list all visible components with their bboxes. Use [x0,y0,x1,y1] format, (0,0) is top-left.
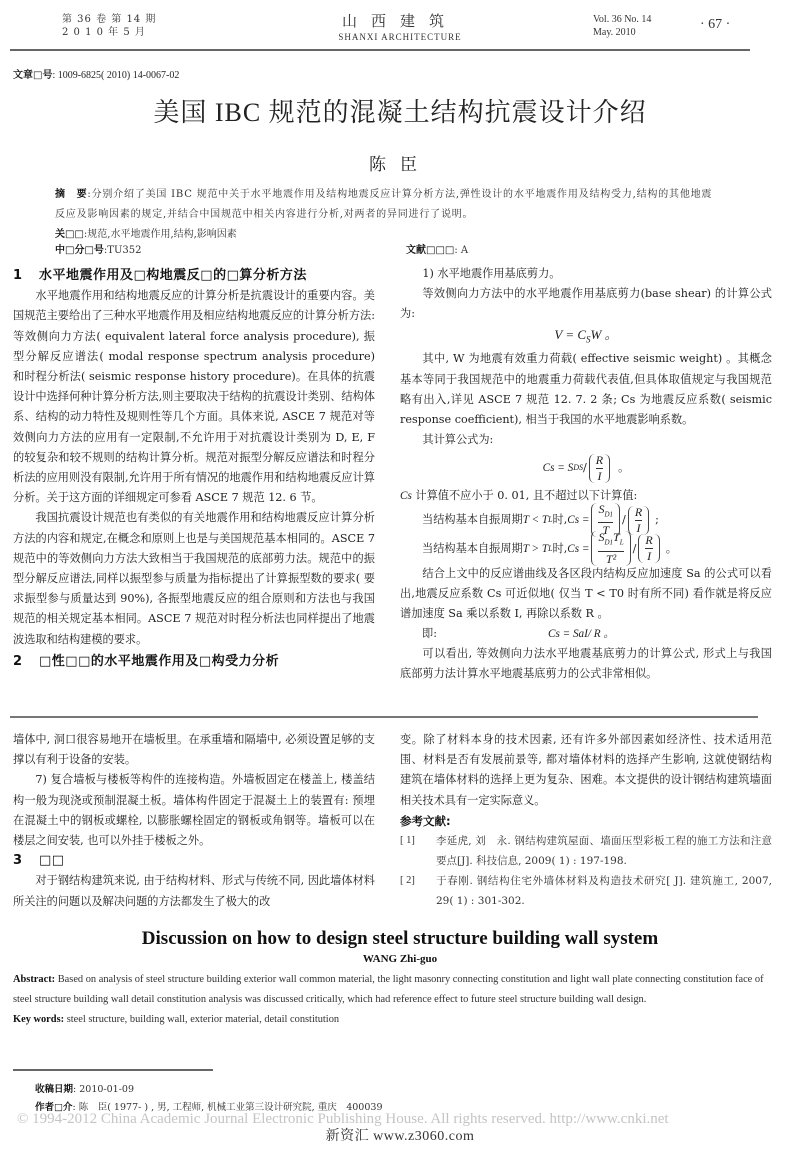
reference-number: [ 2] [400,875,415,887]
right-paragraph-5: 可以看出, 等效侧向力法水平地震基底剪力的计算公式, 形式上与我国底部剪力法计算水平地震基底剪力的公式非常相似。 [400,647,772,681]
right-column-upper [400,264,772,685]
keywords-label: 关□□ [55,229,84,240]
left-column-upper [13,266,375,672]
header-rule [10,49,750,51]
right-column-lower [400,730,772,911]
english-keywords [13,1010,773,1030]
abstract-label: 摘 要 [55,189,88,200]
item-1-heading: 1) 水平地震作用基底剪力。 [422,267,561,280]
reference-text: 李延虎, 刘 永. 钢结构建筑屋面、墙面压型彩板工程的施工方法和注意要点[J]. 科技信息, 2009( 1) : 197-198. [436,835,772,868]
english-author: WANG Zhi-guo [362,953,438,965]
formula-cs-lhs: Cs = S [542,462,574,475]
formula-cs-slash: / [583,461,587,475]
lower-left-paragraph-3: 对于钢结构建筑来说, 由于结构材料、形式与传统不同, 因此墙体材料所关注的问题以及解决问题的方法都发生了极大的改 [13,874,375,908]
left-column-lower [13,730,375,912]
english-title: Discussion on how to design steel structure building wall system [141,928,659,949]
right-paragraph-2: 其中, W 为地震有效重力荷载( effective seismic weight) 。其概念基本等同于我国规范中的地震重力荷载代表值,但具体取值规定与我国规范略有出入,详见 ASCE 7 规范 12. 7. 2 条; Cs 为地震反应系数( seismic response coefficient), 相当于我国的水平地震影响系数。 [400,352,772,427]
paper-author: 陈臣 [369,155,431,175]
formula-base-shear: $V = C_SW$ 。 [554,326,618,345]
fraction-sd1-over-t: $\frac{S_{D1}}{T}$ [591,503,620,537]
bio-label: 作者□介 [35,1102,73,1113]
volume-en: Vol. 36 No. 14 [593,14,652,25]
fraction-r-over-i: $\frac{R}{I}$ [589,454,610,483]
lower-left-paragraph-1: 墙体中, 洞口很容易地开在墙板里。在承重墙和隔墙中, 必须设置足够的支撑以有利于设备的安装。 [13,733,375,767]
formula-cs-simplified: 即: Cs = SaI/ R 。 [422,627,615,641]
section-2-number: 2 [13,653,23,669]
formula-cs: Cs = S DS / $\frac{R}{I}$ 。 [542,452,630,483]
formula-cs-sub: DS [573,463,583,473]
section-2-title: □性□□的水平地震作用及□构受力分析 [39,653,280,669]
english-keywords-text: steel structure, building wall, exterior material, detail constitution [64,1014,340,1025]
journal-name-en: SHANXI ARCHITECTURE [338,32,462,42]
english-keywords-label: Key words: [13,1014,65,1025]
english-abstract-label: Abstract: [13,974,56,985]
volume-issue: 第 36 卷 第 14 期 [62,14,157,25]
section-3-heading [13,851,375,871]
received-label: 收稿日期 [35,1084,74,1095]
received-date [35,1081,134,1095]
journal-name [0,11,800,43]
english-abstract-text: Based on analysis of steel structure building exterior wall common material, the light masonry connecting constitution and light wall plate connecting constitution face of steel structure building wall detail constitution analysis was discussed critically, which had reference effect to future steel structure building wall design. [13,974,764,1005]
reference-text: 于春刚. 钢结构住宅外墙体材料及构造技术研究[ J]. 建筑施工, 2007, 29( 1) : 301-302. [436,875,772,908]
keywords-value: :规范,水平地震作用,结构,影响因素 [83,229,237,240]
doc-code [406,244,468,257]
bio-value: : 陈 臣( 1977- ) , 男, 工程师, 机械工业第三设计研究院, 重庆 400039 [72,1102,383,1113]
page-number: · 67 · [700,17,731,32]
volume-info-en [593,13,651,39]
english-abstract-body [13,970,773,1010]
copyright-notice: © 1994-2012 China Academic Journal Electronic Publishing House. All rights reserved. http://www.cnki.net [17,1111,669,1127]
paper-title: 美国 IBC 规范的混凝土结构抗震设计介绍 [153,98,647,127]
reference-number: [ 1] [400,835,415,847]
reference-item [400,831,772,871]
journal-name-cn: 山西建筑 [341,12,458,30]
right-paragraph-1: 等效侧向力方法中的水平地震作用基底剪力(base shear) 的计算公式为: [400,287,772,321]
reference-item [400,871,772,911]
section-2-heading [13,652,375,672]
doc-code-label: 文献□□□ [406,245,455,256]
footnote-rule [13,1069,213,1071]
section-1-title: 水平地震作用及□构地震反□的□算分析方法 [39,268,307,283]
clc-value: :TU352 [103,245,142,256]
right-paragraph-4: 结合上文中的反应谱曲线及各区段内结构反应加速度 Sa 的公式可以看出,地震反应系数 Cs 可近似地( 仅当 T < T0 时有所不同) 看作就是将反应谱加速度 Sa 乘以系数 I, 再除以系数 R 。 [400,566,772,621]
issue-date: 2 0 1 0 年 5 月 [62,27,146,38]
keywords-cn [55,228,237,241]
right-paragraph-3: 其计算公式为: [422,433,494,447]
received-value: : 2010-01-09 [73,1084,135,1095]
section-1-paragraph-2: 我国抗震设计规范也有类似的有关地震作用和结构地震反应计算分析方法的内容和规定,在概念和原则上也是与美国规范基本相同的。ASCE 7 规范中的等效侧向力方法大致相当于我国规范的底部剪力法。规范中的振型分解反应谱法,同样以振型参与质量为指标提出了计算振型数的要求( 要求振型参与质量达到 90%), 各振型地震反应的组合原则和方法也与我国规范的相关规定基本相同。ASCE 7 规范对时程分析法也同样提出了地震波选取和结构建模的要求。 [13,511,375,646]
section-1-number: 1 [13,268,23,283]
english-abstract [13,970,773,1030]
formula-case-2: 当结构基本自振周期 T > T L 时, Cs = $\frac{S_{D1}T_L}{\text{T²}}$ / $\frac{R}{I}$ 。 [422,530,677,566]
article-number-value: : 1009-6825( 2010) 14-0067-02 [52,70,180,81]
lower-right-paragraph-1: 变。除了材料本身的技术因素, 还有许多外部因素如经济性、技术适用范围、材料是否有发展前景等, 都对墙体材料的选择产生影响, 这就使钢结构建筑在墙体材料的选择上更为复杂、困难。本文提供的设计钢结构建筑墙面相关技术具有一定实际意义。 [400,733,772,807]
section-1-heading [13,266,375,286]
article-number [13,66,179,81]
clc-label: 中□分□号 [55,245,104,256]
date-en: May. 2010 [593,27,636,38]
article-number-label: 文章□号 [13,70,53,81]
section-3-title: □□ [39,853,65,869]
section-divider [10,716,758,718]
abstract-cn [55,185,715,225]
section-3-number: 3 [13,853,23,869]
references-title: 参考文献: [400,813,451,828]
watermark: 新资汇 www.z3060.com [325,1129,475,1144]
fraction-r-over-i: $\frac{R}{I}$ [638,534,659,563]
fraction-sd1tl-over-t2: $\frac{S_{D1}T_L}{\text{T²}}$ [591,531,630,565]
lower-left-paragraph-2: 7) 复合墙板与楼板等构件的连接构造。外墙板固定在楼盖上, 楼盖结构一般为现浇或预制混凝土板。墙体构件固定于混凝土上的装置有: 预埋在混凝土中的钢板或螺栓, 以膨胀螺栓固定的钢板或角钢等。墙板可以在楼层之间安装, 也可以外挂于楼板之外。 [13,773,375,848]
fraction-r-over-i: $\frac{R}{I}$ [628,506,649,535]
limit-text: Cs 计算值不应小于 0. 01, 且不超过以下计算值: [400,489,638,503]
abstract-text: :分别介绍了美国 IBC 规范中关于水平地震作用及结构地震反应计算分析方法,弹性设计的水平地震作用及结构受力,结构的其他地震反应及影响因素的规定,并结合中国规范中相关内容进行分析,对两者的异同进行了说明。 [55,189,713,220]
section-1-paragraph-1: 水平地震作用和结构地震反应的计算分析是抗震设计的重要内容。美国规范主要给出了三种水平地震作用及相应结构地震反应的计算分析方法:等效侧向力方法( equivalent lateral force analysis procedure), 振型分解反应谱法( modal response spectrum analysis procedure) 和时程分析法( seismic response history procedure)。在具体的抗震设计中选择何种计算分析方法,则主要取决于结构的抗震设计类别、结构体系、结构的动力特性及规则性等几个方面。具体来说, ASCE 7 规范对等效侧向力方法的应用有一定限制,不允许用于对抗震设计类别为 D, E, F 的较复杂和较不规则的结构计算分析。规范对振型分解反应谱法和时程分析法的应用则没有限制,允许用于所有情况的地震作用和结构地震反应计算分析。关于这方面的详细规定可参看 ASCE 7 规范 12. 6 节。 [13,289,375,505]
clc-number [55,244,141,257]
formula-case-1: 当结构基本自振周期 T < T L 时, Cs = $\frac{S_{D1}}{T}$ / $\frac{R}{I}$ ; [422,501,659,538]
doc-code-value: : A [454,245,469,256]
